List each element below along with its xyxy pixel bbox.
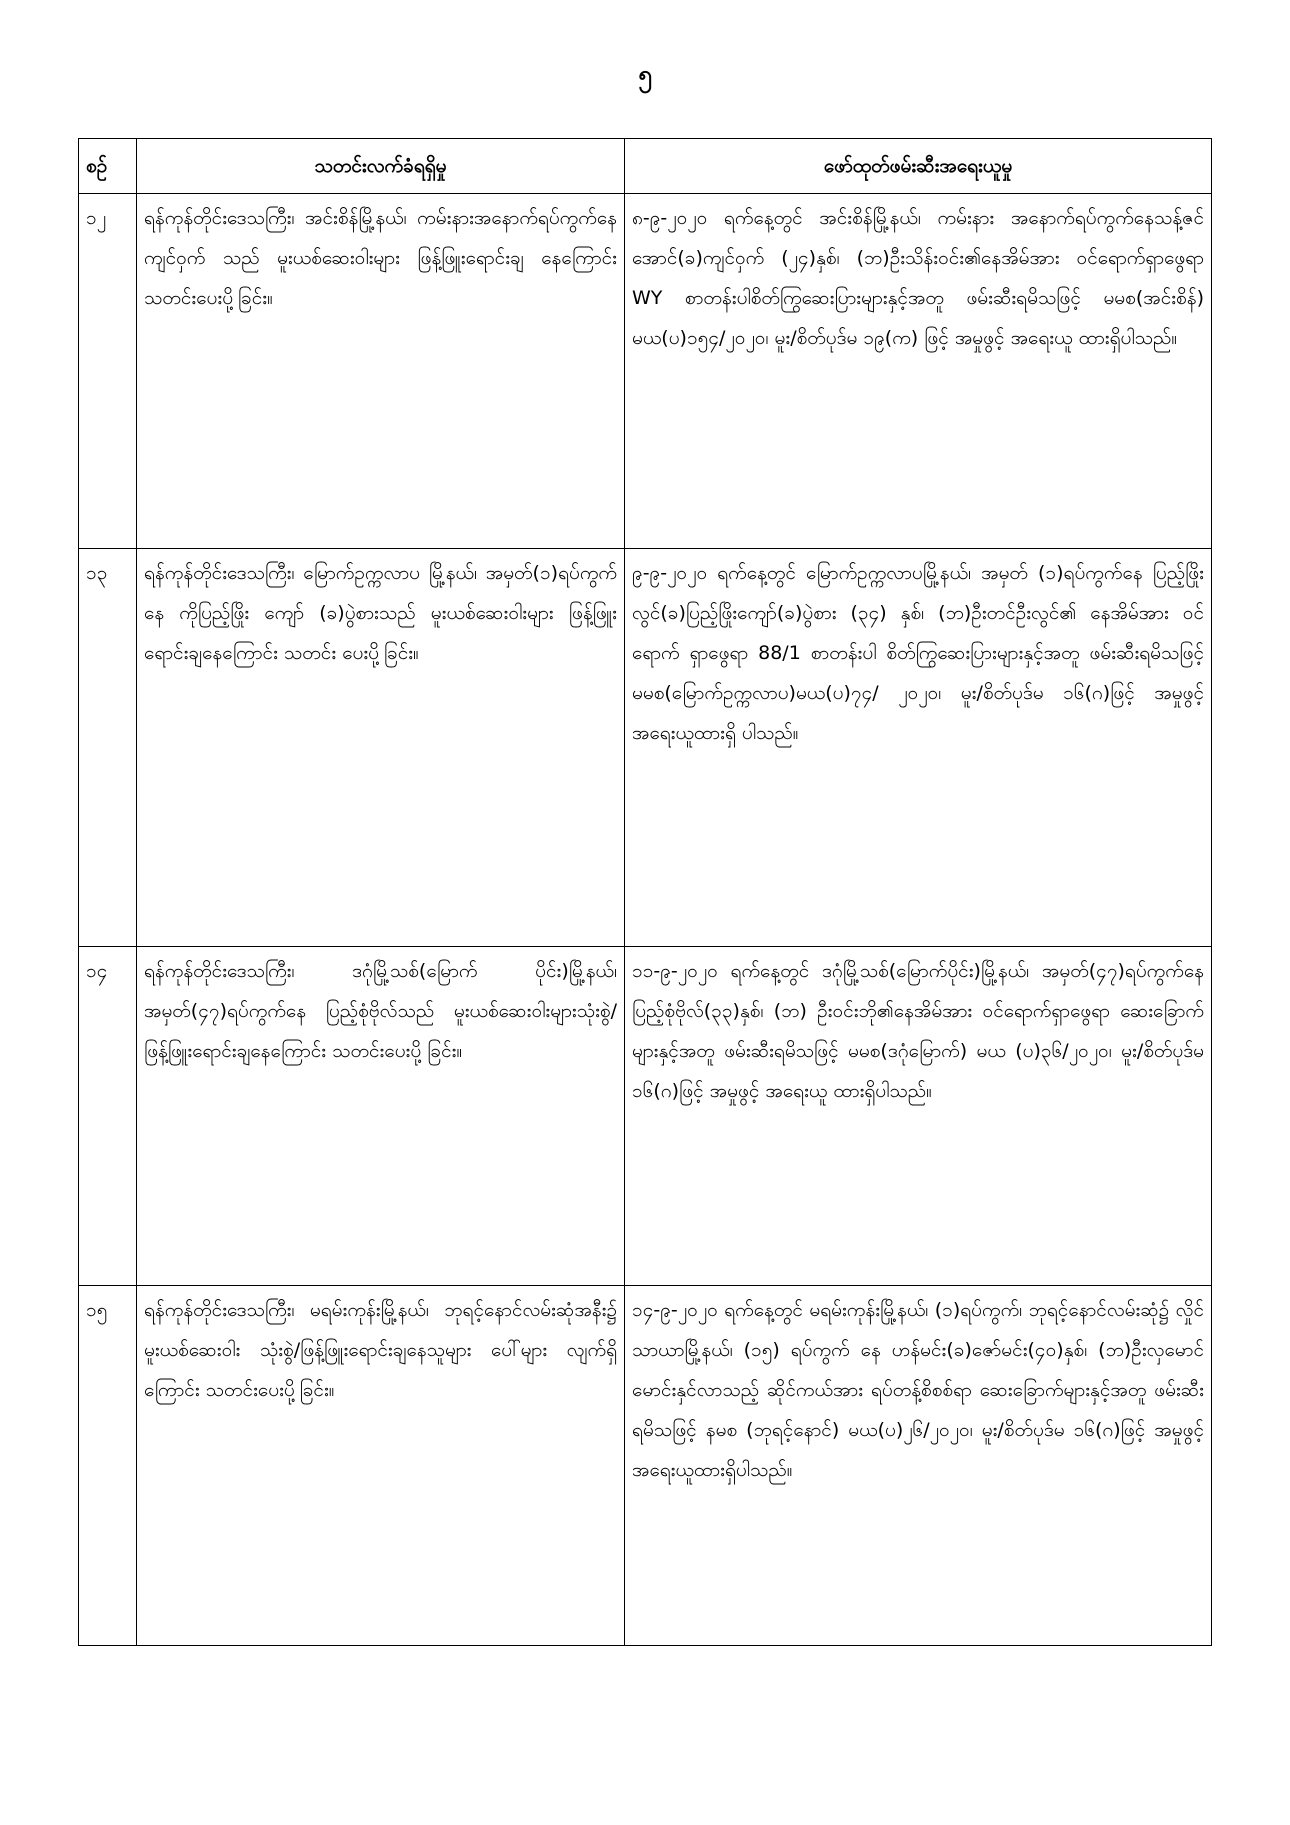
action-cell: ၈-၉-၂၀၂၀ ရက်နေ့တွင် အင်းစိန်မြို့နယ်၊ ကမ်းနား အနောက်ရပ်ကွက်နေသန့်ဇင်အောင်(ခ)ကျင်ဝှက် (၂၄)နှစ်၊ (ဘ)ဦးသိန်းဝင်း၏နေအိမ်အား ဝင်ရောက်ရှာဖွေရာ WY စာတန်းပါစိတ်ကြွဆေးပြားများနှင့်အတူ ဖမ်းဆီးရမိသဖြင့် မမစ(အင်းစိန်) မယ(ပ)၁၅၄/၂၀၂၀၊ မူး/စိတ်ပုဒ်မ ၁၉(က) ဖြင့် အမှုဖွင့် အရေးယူ ထားရှိပါသည်။ xyxy=(625,194,1212,549)
row-number: ၁၅ xyxy=(79,1286,137,1646)
info-cell: ရန်ကုန်တိုင်းဒေသကြီး၊ အင်းစိန်မြို့နယ်၊ ကမ်းနားအနောက်ရပ်ကွက်နေ ကျင်ဝှက် သည် မူးယစ်ဆေးဝါးများ ဖြန့်ဖြူးရောင်းချ နေကြောင်း သတင်းပေးပို့ခြင်း။ xyxy=(137,194,625,549)
header-action: ဖော်ထုတ်ဖမ်းဆီးအရေးယူမှု xyxy=(625,139,1212,194)
row-number: ၁၃ xyxy=(79,549,137,947)
table-row xyxy=(79,1286,1212,1646)
table-header-row xyxy=(79,139,1212,194)
table-row xyxy=(79,194,1212,549)
table-row xyxy=(79,549,1212,947)
page-number: ၅ xyxy=(638,60,652,88)
header-no: စဉ် xyxy=(79,139,137,194)
action-cell: ၉-၉-၂၀၂၀ ရက်နေ့တွင် မြောက်ဥက္ကလာပမြို့နယ်၊ အမှတ် (၁)ရပ်ကွက်နေ ပြည့်ဖြိုးလွင်(ခ)ပြည့်ဖြိုးကျော်(ခ)ပွဲစား (၃၄) နှစ်၊ (ဘ)ဦးတင်ဦးလွင်၏ နေအိမ်အား ဝင်ရောက် ရှာဖွေရာ 88/1 စာတန်းပါ စိတ်ကြွဆေးပြားများနှင့်အတူ ဖမ်းဆီးရမိသဖြင့် မမစ(မြောက်ဥက္ကလာပ)မယ(ပ)၇၄/ ၂၀၂၀၊ မူး/စိတ်ပုဒ်မ ၁၆(ဂ)ဖြင့် အမှုဖွင့် အရေးယူထားရှိ ပါသည်။ xyxy=(625,549,1212,947)
info-cell: ရန်ကုန်တိုင်းဒေသကြီး၊ ဒဂုံမြို့သစ်(မြောက် ပိုင်း)မြို့နယ်၊ အမှတ်(၄၇)ရပ်ကွက်နေ ပြည့်စုံဗိုလ်သည် မူးယစ်ဆေးဝါးများသုံးစွဲ/ ဖြန့်ဖြူးရောင်းချနေကြောင်း သတင်းပေးပို့ ခြင်း။ xyxy=(137,947,625,1286)
info-cell: ရန်ကုန်တိုင်းဒေသကြီး၊ မရမ်းကုန်းမြို့နယ်၊ ဘုရင့်နောင်လမ်းဆုံအနီး၌ မူးယစ်ဆေးဝါး သုံးစွဲ/ဖြန့်ဖြူးရောင်းချနေသူများ ပေါ်များ လျက်ရှိကြောင်း သတင်းပေးပို့ခြင်း။ xyxy=(137,1286,625,1646)
action-cell: ၁၄-၉-၂၀၂၀ ရက်နေ့တွင် မရမ်းကုန်းမြို့နယ်၊ (၁)ရပ်ကွက်၊ ဘုရင့်နောင်လမ်းဆုံ၌ လှိုင်သာယာမြို့နယ်၊ (၁၅) ရပ်ကွက် နေ ဟန်မင်း(ခ)ဇော်မင်း(၄၀)နှစ်၊ (ဘ)ဦးလှမောင် မောင်းနှင်လာသည့် ဆိုင်ကယ်အား ရပ်တန့်စိစစ်ရာ ဆေးခြောက်များနှင့်အတူ ဖမ်းဆီးရမိသဖြင့် နမစ (ဘုရင့်နောင်) မယ(ပ)၂၆/၂၀၂၀၊ မူး/စိတ်ပုဒ်မ ၁၆(ဂ)ဖြင့် အမှုဖွင့် အရေးယူထားရှိပါသည်။ xyxy=(625,1286,1212,1646)
header-info: သတင်းလက်ခံရရှိမှု xyxy=(137,139,625,194)
action-cell: ၁၁-၉-၂၀၂၀ ရက်နေ့တွင် ဒဂုံမြို့သစ်(မြောက်ပိုင်း)မြို့နယ်၊ အမှတ်(၄၇)ရပ်ကွက်နေ ပြည့်စုံဗိုလ်(၃၃)နှစ်၊ (ဘ) ဦးဝင်းဘို၏နေအိမ်အား ဝင်ရောက်ရှာဖွေရာ ဆေးခြောက် များနှင့်အတူ ဖမ်းဆီးရမိသဖြင့် မမစ(ဒဂုံမြောက်) မယ (ပ)၃၆/၂၀၂၀၊ မူး/စိတ်ပုဒ်မ ၁၆(ဂ)ဖြင့် အမှုဖွင့် အရေးယူ ထားရှိပါသည်။ xyxy=(625,947,1212,1286)
row-number: ၁၂ xyxy=(79,194,137,549)
row-number: ၁၄ xyxy=(79,947,137,1286)
info-cell: ရန်ကုန်တိုင်းဒေသကြီး၊ မြောက်ဥက္ကလာပ မြို့နယ်၊ အမှတ်(၁)ရပ်ကွက်နေ ကိုပြည့်ဖြိုး ကျော် (ခ)ပွဲစားသည် မူးယစ်ဆေးဝါးများ ဖြန့်ဖြူး ရောင်းချနေကြောင်း သတင်း ပေးပို့ခြင်း။ xyxy=(137,549,625,947)
table-row xyxy=(79,947,1212,1286)
report-table xyxy=(78,138,1212,1646)
